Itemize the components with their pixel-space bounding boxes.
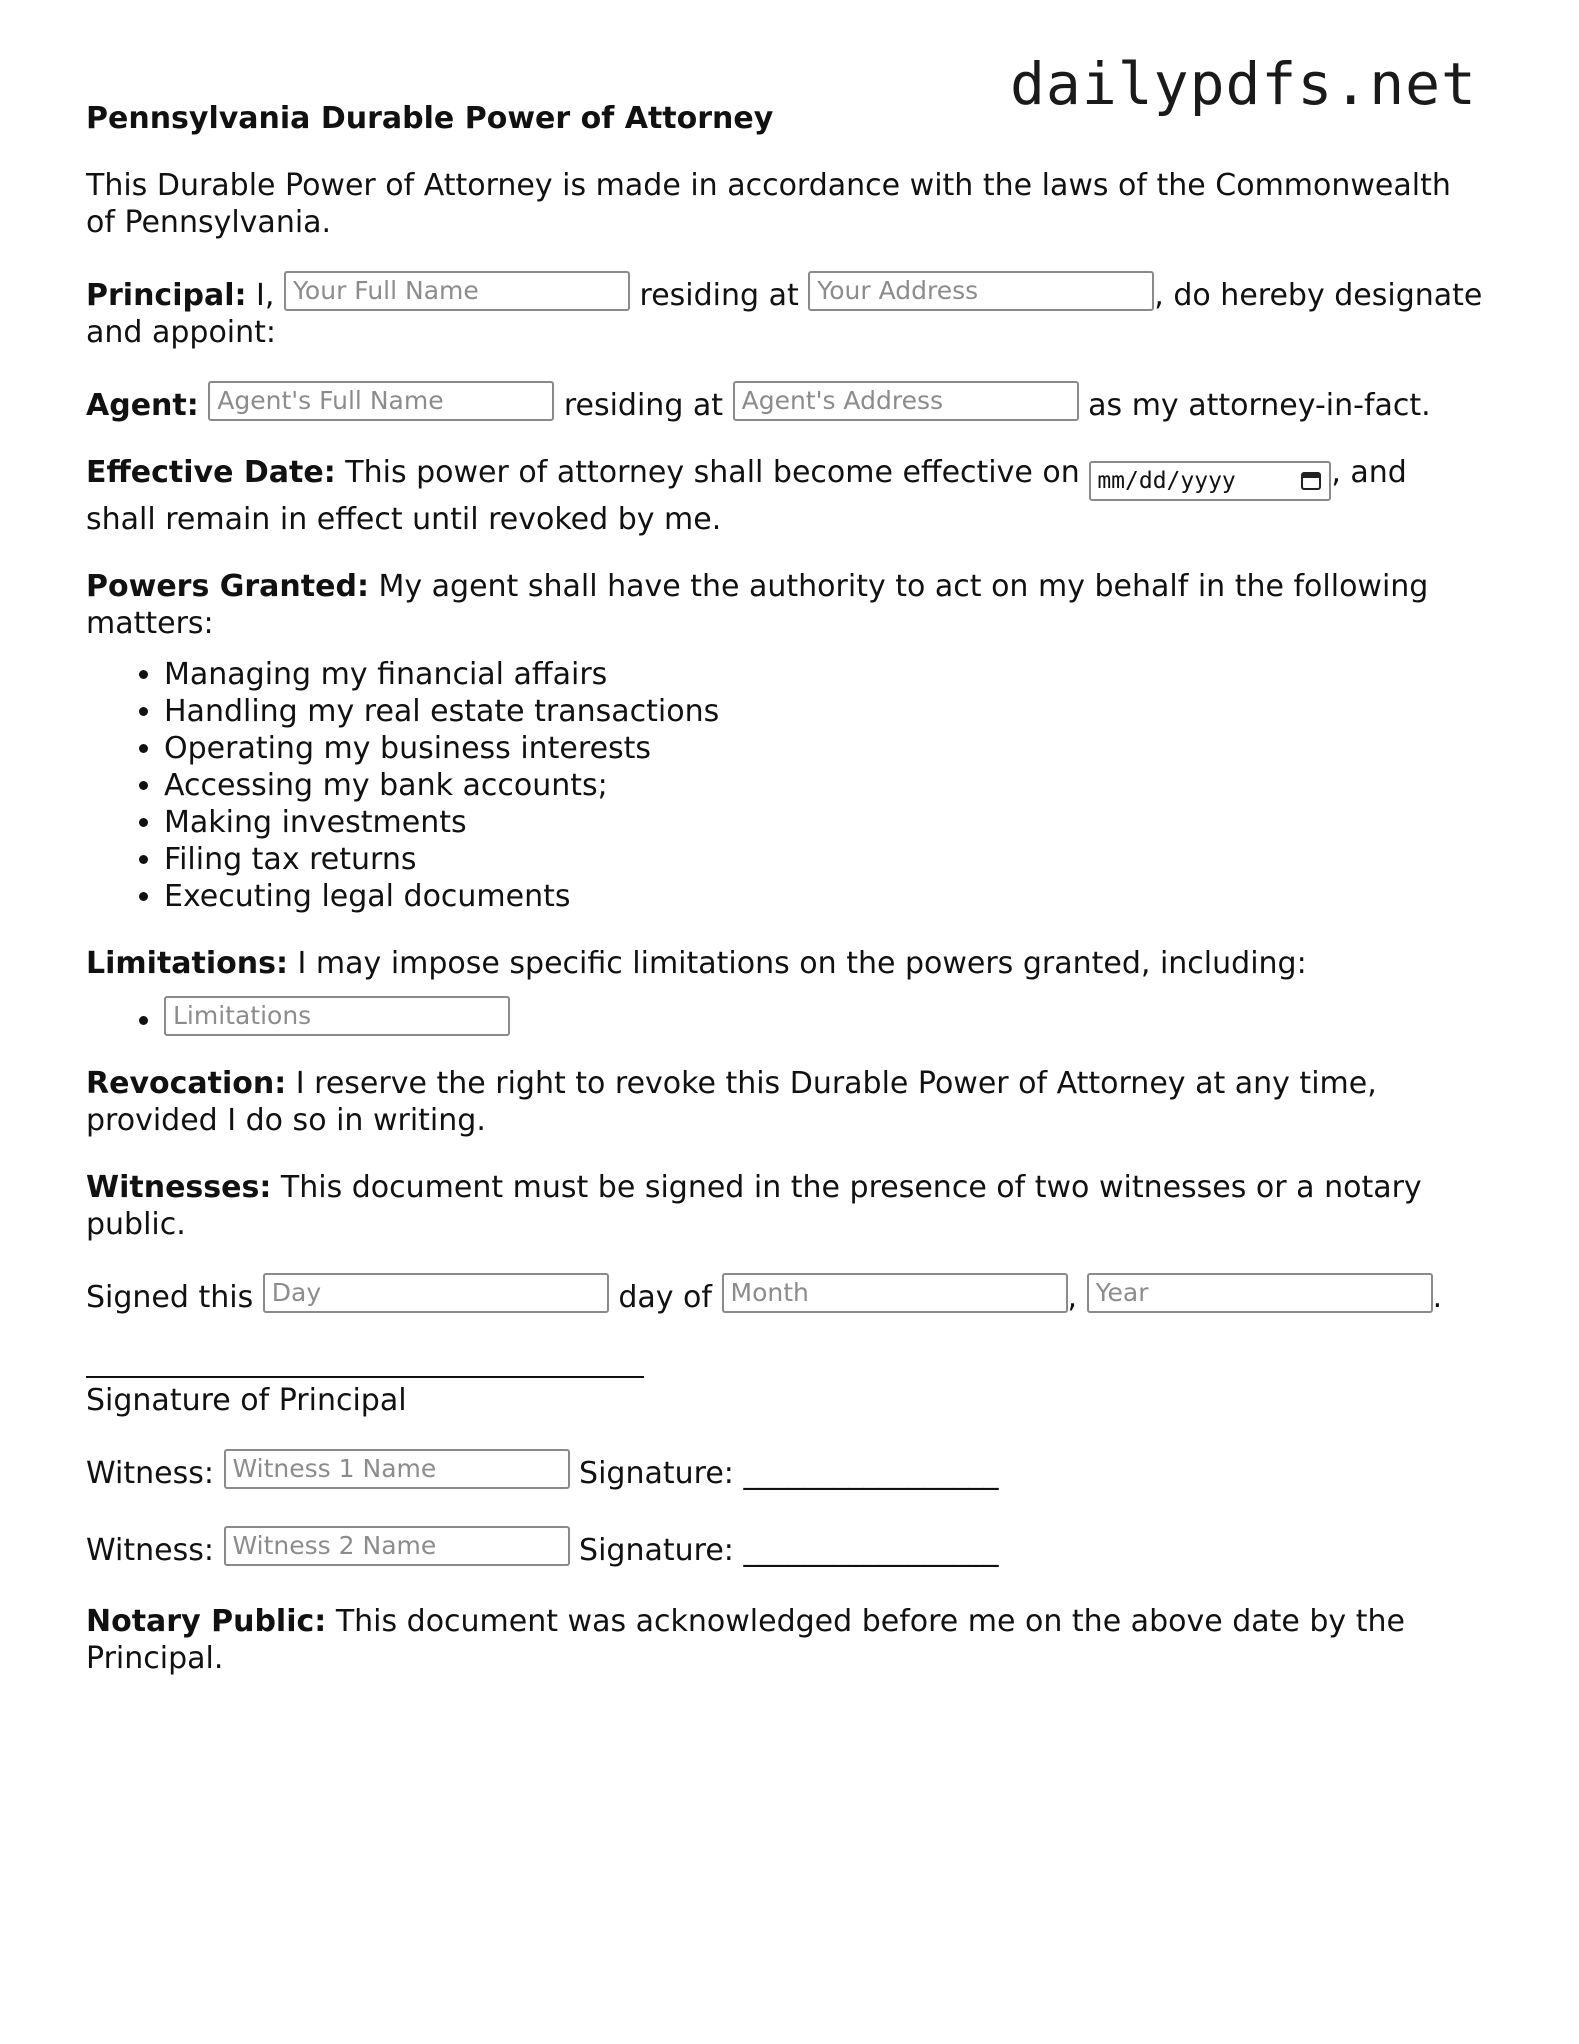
signed-mid: day of: [618, 1280, 712, 1315]
effective-date-label: Effective Date:: [86, 455, 336, 490]
list-item: • Executing legal documents: [164, 878, 1486, 915]
intro-paragraph: This Durable Power of Attorney is made in accordance with the laws of the Commonwealth of Pennsylvania.: [86, 168, 1451, 240]
limitations-list: [86, 996, 1486, 1039]
list-item: • Accessing my bank accounts;: [164, 767, 1486, 804]
principal-label: Principal:: [86, 278, 247, 313]
agent-post: as my attorney-in-fact.: [1088, 388, 1431, 423]
principal-signature-line[interactable]: [86, 1356, 644, 1378]
effective-date-pre: This power of attorney shall become effective on: [345, 455, 1080, 490]
principal-post: , do hereby designate and appoint:: [86, 278, 1483, 350]
witness-2-name-input[interactable]: Witness 2 Name: [224, 1526, 570, 1566]
principal-section: [86, 271, 1486, 351]
witness-row: [86, 1526, 1486, 1569]
revocation-section: [86, 1065, 1486, 1139]
notary-text: This document was acknowledged before me on the above date by the Principal.: [86, 1604, 1405, 1676]
agent-section: [86, 381, 1486, 424]
list-item: • Managing my financial affairs: [164, 656, 1486, 693]
powers-label: Powers Granted:: [86, 569, 369, 604]
principal-name-input[interactable]: Your Full Name: [284, 271, 630, 311]
calendar-icon[interactable]: [1301, 472, 1321, 490]
principal-pre: I,: [256, 278, 275, 313]
witnesses-label: Witnesses:: [86, 1170, 272, 1205]
witness-2-signature-line[interactable]: _________________: [743, 1533, 999, 1568]
date-placeholder: mm/dd/yyyy: [1097, 468, 1236, 494]
principal-address-input[interactable]: Your Address: [808, 271, 1154, 311]
agent-name-input[interactable]: Agent's Full Name: [208, 381, 554, 421]
watermark: dailypdfs.net: [1010, 50, 1477, 118]
list-item: • Handling my real estate transactions: [164, 693, 1486, 730]
witness-1-signature-line[interactable]: _________________: [743, 1456, 999, 1491]
effective-date-post: , and shall remain in effect until revoked by me.: [86, 455, 1407, 537]
witnesses-section: [86, 1169, 1486, 1243]
signed-end: .: [1432, 1280, 1443, 1315]
effective-date-input[interactable]: [1089, 461, 1331, 501]
list-item: [164, 996, 1486, 1039]
notary-label: Notary Public:: [86, 1604, 327, 1639]
witness-label: Witness:: [86, 1533, 214, 1568]
signed-date-row: [86, 1273, 1486, 1316]
list-item: • Filing tax returns: [164, 841, 1486, 878]
signed-pre: Signed this: [86, 1280, 254, 1315]
agent-label: Agent:: [86, 388, 199, 423]
list-item: • Operating my business interests: [164, 730, 1486, 767]
effective-date-section: [86, 454, 1486, 538]
limitations-input[interactable]: Limitations: [164, 996, 510, 1036]
powers-section: [86, 568, 1486, 642]
document-title: Pennsylvania Durable Power of Attorney: [86, 101, 774, 136]
powers-list: [86, 656, 1486, 915]
notary-section: [86, 1603, 1486, 1677]
principal-signature-block: [86, 1356, 1486, 1419]
witness-signature-label: Signature:: [579, 1456, 734, 1491]
signed-comma: ,: [1067, 1280, 1078, 1315]
witness-row: [86, 1449, 1486, 1492]
revocation-text: I reserve the right to revoke this Durable Power of Attorney at any time, provided I do so in writing.: [86, 1066, 1377, 1138]
witnesses-text: This document must be signed in the presence of two witnesses or a notary public.: [86, 1170, 1422, 1242]
limitations-label: Limitations:: [86, 946, 288, 981]
witness-signature-label: Signature:: [579, 1533, 734, 1568]
principal-signature-caption: Signature of Principal: [86, 1383, 407, 1418]
limitations-section: [86, 945, 1486, 982]
agent-address-input[interactable]: Agent's Address: [733, 381, 1079, 421]
witness-label: Witness:: [86, 1456, 214, 1491]
limitations-text: I may impose specific limitations on the powers granted, including:: [297, 946, 1307, 981]
witness-1-name-input[interactable]: Witness 1 Name: [224, 1449, 570, 1489]
powers-text: My agent shall have the authority to act on my behalf in the following matters:: [86, 569, 1429, 641]
principal-mid: residing at: [639, 278, 799, 313]
month-input[interactable]: Month: [722, 1273, 1068, 1313]
year-input[interactable]: Year: [1087, 1273, 1433, 1313]
day-input[interactable]: Day: [263, 1273, 609, 1313]
document: [86, 100, 1486, 1707]
revocation-label: Revocation:: [86, 1066, 287, 1101]
list-item: • Making investments: [164, 804, 1486, 841]
agent-mid: residing at: [563, 388, 724, 423]
